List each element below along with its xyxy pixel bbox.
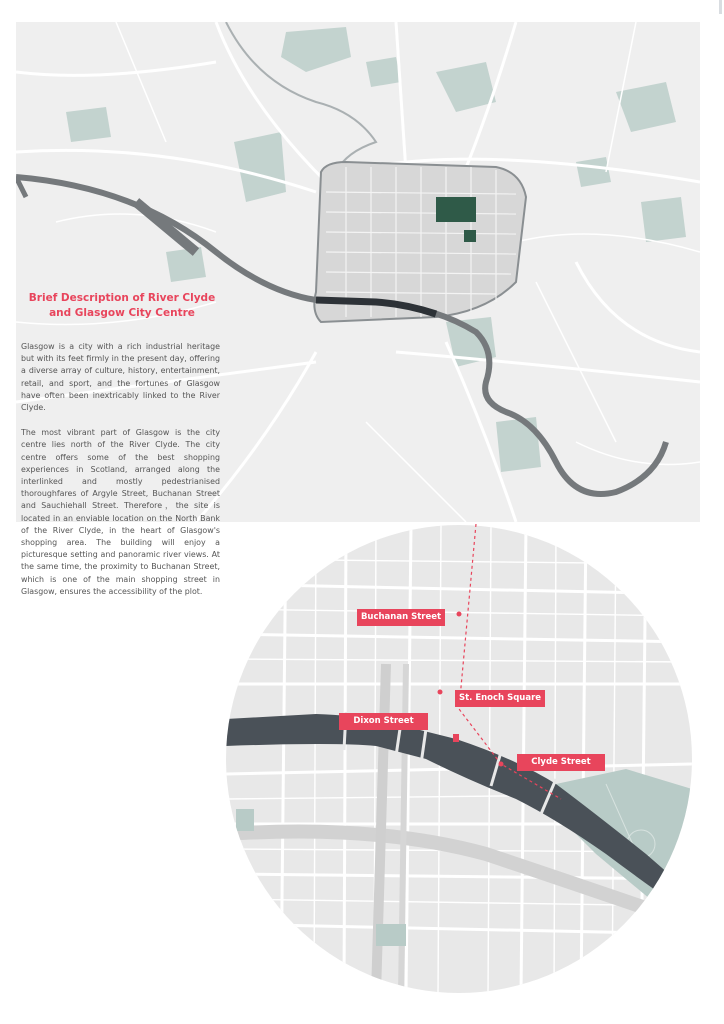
- description-body: [21, 341, 220, 611]
- title-line-2: and Glasgow City Centre: [49, 307, 195, 319]
- description-title: [22, 291, 222, 321]
- title-line-1: Brief Description of River Clyde: [28, 292, 216, 304]
- label-clyde-street: Clyde Street: [517, 754, 605, 771]
- corner-mark: [719, 0, 722, 14]
- park-patch-west: [236, 809, 254, 831]
- site-detail-map: [226, 524, 692, 994]
- paragraph-1: Glasgow is a city with a rich industrial heritage but with its feet firmly in the present day, offering a diverse array of culture, history, entertainment, retail, and sport, and the fortunes of Glasgow have often been inextricably linked to the River Clyde.: [21, 342, 220, 413]
- paragraph-2: The most vibrant part of Glasgow is the city centre lies north of the River Clyde. The city centre offers some of the best shopping experiences in Scotland, arranged along the interlinked and mostly pedestrianised thoroughfares of Argyle Street, Buchanan Street and Sauchiehall Street. Therefore，the site is located in an enviable location on the North Bank of the River Clyde, in the heart of Glasgow's shopping area. The building will enjoy a picturesque setting and panoramic river views. At the same time, the proximity to Buchanan Street, which is one of the main shopping street in Glasgow, ensures the accessibility of the plot.: [21, 428, 220, 596]
- park-patch-south: [376, 924, 406, 946]
- site-marker-icon: [453, 734, 459, 742]
- label-buchanan-street: Buchanan Street: [357, 609, 445, 626]
- route-dot-icon: [457, 612, 462, 617]
- route-dot-icon: [438, 690, 443, 695]
- label-st-enoch-square: St. Enoch Square: [455, 690, 545, 707]
- label-dixon-street: Dixon Street: [339, 713, 428, 730]
- route-dot-icon: [499, 762, 504, 767]
